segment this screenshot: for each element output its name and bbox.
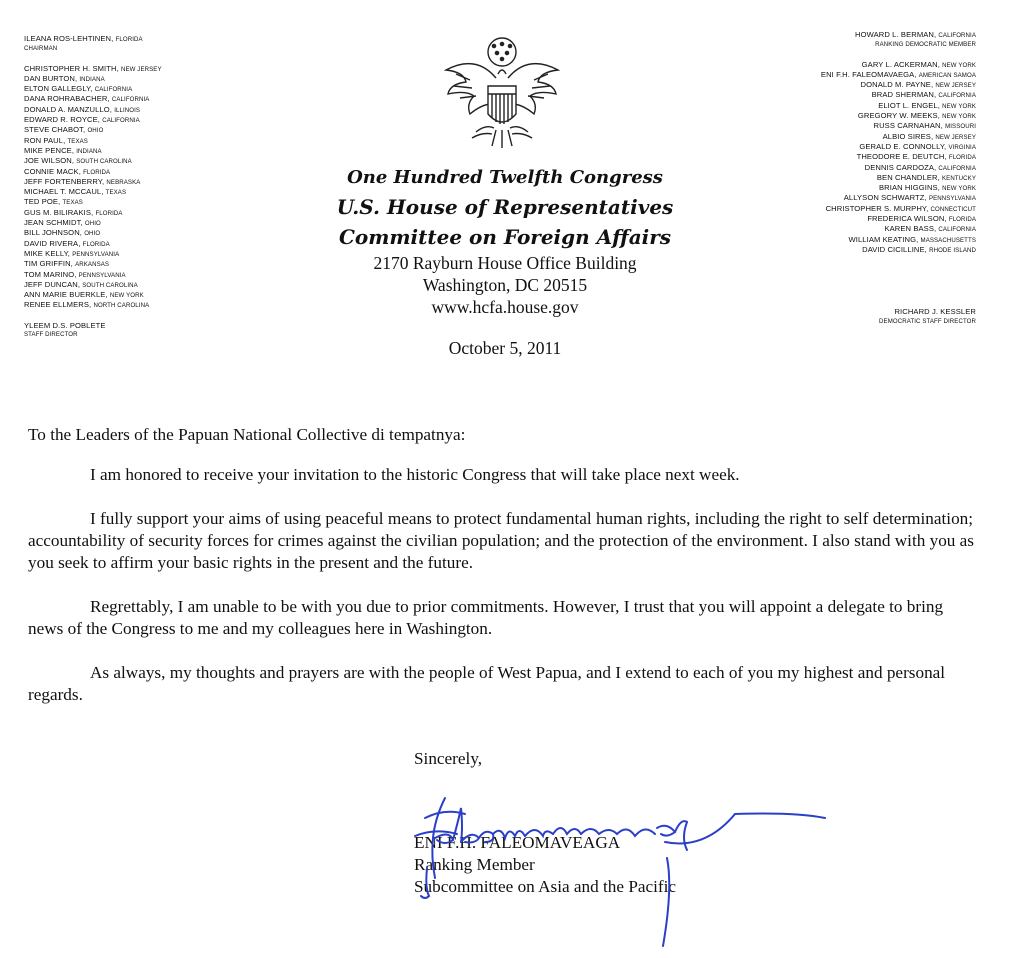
member-name: ENI F.H. FALEOMAVAEGA	[820, 69, 915, 79]
member-state: FLORIDA	[948, 216, 976, 224]
letterhead	[300, 164, 710, 318]
minority-member-list	[716, 30, 976, 326]
member-name: EDWARD R. ROYCE	[24, 115, 98, 125]
minority-member: HOWARD L. BERMAN, CALIFORNIA	[855, 30, 976, 39]
member-name: DENNIS CARDOZA	[864, 162, 934, 172]
member-state: FLORIDA	[83, 168, 111, 176]
majority-member: CONNIE MACK, FLORIDA	[24, 166, 111, 176]
member-state: OHIO	[87, 127, 104, 135]
member-name: JEAN SCHMIDT	[24, 218, 81, 228]
member-name: THEODORE E. DEUTCH	[856, 152, 945, 162]
signer-name: ENI F.H. FALEOMAVEAGA	[414, 833, 621, 852]
majority-member: ILEANA ROS-LEHTINEN, FLORIDA	[24, 34, 143, 43]
minority-member: RUSS CARNAHAN, MISSOURI	[873, 121, 976, 131]
majority-member: EDWARD R. ROYCE, CALIFORNIA	[24, 115, 140, 125]
minority-member: ELIOT L. ENGEL, NEW YORK	[878, 100, 976, 110]
majority-members	[24, 34, 224, 311]
member-state: FLORIDA	[948, 154, 976, 162]
member-name: JEFF DUNCAN	[24, 279, 78, 289]
great-seal-icon	[436, 34, 568, 152]
member-name: RENEE ELLMERS	[24, 300, 90, 310]
minority-member: CHRISTOPHER S. MURPHY, CONNECTICUT	[825, 203, 976, 213]
member-state: NEW JERSEY	[935, 133, 976, 141]
member-state: FLORIDA	[115, 36, 143, 43]
member-name: JOE WILSON	[24, 156, 72, 166]
minority-member: BRIAN HIGGINS, NEW YORK	[879, 183, 976, 193]
minority-member: FREDERICA WILSON, FLORIDA	[867, 214, 976, 224]
minority-member: GARY L. ACKERMAN, NEW YORK	[861, 59, 976, 69]
member-name: GARY L. ACKERMAN	[861, 59, 938, 69]
member-state: TEXAS	[67, 137, 88, 145]
member-state: NEW YORK	[942, 102, 976, 110]
member-name: HOWARD L. BERMAN	[855, 30, 934, 39]
member-state: SOUTH CAROLINA	[76, 158, 132, 166]
minority-member: WILLIAM KEATING, MASSACHUSETTS	[848, 234, 976, 244]
member-state: PENNSYLVANIA	[928, 195, 976, 203]
minority-member: DAVID CICILLINE, RHODE ISLAND	[862, 244, 976, 254]
majority-member: STEVE CHABOT, OHIO	[24, 125, 104, 135]
member-name: ELIOT L. ENGEL	[878, 100, 938, 110]
paragraph-3: Regrettably, I am unable to be with you due to prior commitments. However, I trust that you will appoint a delegate to bring news of the Congress to me and my colleagues here in Washington.	[28, 597, 944, 638]
member-name: STEVE CHABOT	[24, 125, 84, 135]
majority-member: CHRISTOPHER H. SMITH, NEW JERSEY	[24, 63, 162, 73]
member-state: PENNSYLVANIA	[72, 250, 120, 258]
member-state: MISSOURI	[945, 123, 976, 131]
letter-date: October 5, 2011	[448, 338, 562, 358]
minority-member: ALBIO SIRES, NEW JERSEY	[882, 131, 976, 141]
member-name: RUSS CARNAHAN	[873, 121, 941, 131]
majority-member: RENEE ELLMERS, NORTH CAROLINA	[24, 300, 150, 310]
member-name: MICHAEL T. MCCAUL	[24, 187, 102, 197]
member-state: INDIANA	[76, 147, 102, 155]
member-name: WILLIAM KEATING	[848, 234, 917, 244]
signer-subcommittee: Subcommittee on Asia and the Pacific	[414, 877, 677, 896]
majority-member: DAN BURTON, INDIANA	[24, 73, 105, 83]
member-state: NEW YORK	[942, 61, 976, 69]
majority-member: DAVID RIVERA, FLORIDA	[24, 238, 110, 248]
member-state: CALIFORNIA	[102, 117, 140, 125]
majority-member: BILL JOHNSON, OHIO	[24, 228, 101, 238]
member-name: CHRISTOPHER S. MURPHY	[825, 203, 927, 213]
majority-member: MIKE PENCE, INDIANA	[24, 145, 102, 155]
member-state: CALIFORNIA	[111, 96, 150, 104]
member-name: DAVID CICILLINE	[862, 244, 925, 254]
salutation: To the Leaders of the Papuan National Collective di tempatnya:	[28, 425, 466, 444]
member-name: ELTON GALLEGLY	[24, 84, 91, 94]
minority-member: GERALD E. CONNOLLY, VIRGINIA	[859, 141, 976, 151]
majority-member: GUS M. BILIRAKIS, FLORIDA	[24, 207, 123, 217]
member-name: DONALD M. PAYNE	[860, 80, 931, 90]
member-state: NEW JERSEY	[121, 65, 162, 73]
majority-role: CHAIRMAN	[24, 45, 58, 53]
majority-member: JOE WILSON, SOUTH CAROLINA	[24, 156, 132, 166]
member-state: ILLINOIS	[114, 106, 141, 114]
member-name: BRAD SHERMAN	[871, 90, 934, 100]
member-state: INDIANA	[79, 75, 105, 83]
member-name: DONALD A. MANZULLO	[24, 104, 110, 114]
minority-role: RANKING DEMOCRATIC MEMBER	[875, 41, 976, 49]
member-name: ALBIO SIRES	[882, 131, 931, 141]
signer-title: Ranking Member	[414, 855, 535, 874]
member-name: RON PAUL	[24, 135, 64, 145]
member-state: CALIFORNIA	[938, 226, 976, 234]
address-line-2: Washington, DC 20515	[422, 275, 588, 295]
member-state: KENTUCKY	[942, 174, 976, 182]
member-state: FLORIDA	[95, 209, 123, 217]
minority-member: DENNIS CARDOZA, CALIFORNIA	[864, 162, 976, 172]
member-name: ALLYSON SCHWARTZ	[843, 193, 925, 203]
member-name: GERALD E. CONNOLLY	[859, 141, 945, 151]
minority-member: THEODORE E. DEUTCH, FLORIDA	[856, 152, 976, 162]
majority-member: RON PAUL, TEXAS	[24, 135, 88, 145]
majority-member-list	[24, 34, 224, 339]
member-state: CALIFORNIA	[94, 86, 133, 94]
majority-member: TOM MARINO, PENNSYLVANIA	[24, 269, 126, 279]
majority-staff-name: YLEEM D.S. POBLETE	[24, 320, 106, 330]
paragraph-2: I fully support your aims of using peaceful means to protect fundamental human rights, including the right to self determination; accountability of security forces for crimes against the civilian population; and the protection of the environment. I also stand with you as you seek to affirm your basic rights in the present and the future.	[28, 509, 975, 572]
member-state: NEW YORK	[942, 185, 976, 193]
member-name: DAVID RIVERA	[24, 238, 79, 248]
member-state: CALIFORNIA	[938, 32, 976, 39]
minority-members	[716, 30, 976, 255]
member-name: MIKE PENCE	[24, 145, 72, 155]
member-name: JEFF FORTENBERRY	[24, 176, 102, 186]
handwritten-signature	[405, 778, 845, 948]
majority-member: JEFF FORTENBERRY, NEBRASKA	[24, 176, 141, 186]
address-line-1: 2170 Rayburn House Office Building	[373, 253, 637, 273]
member-state: MASSACHUSETTS	[920, 236, 976, 244]
member-state: CALIFORNIA	[938, 92, 976, 100]
majority-member: TIM GRIFFIN, ARKANSAS	[24, 259, 110, 269]
letter-body	[28, 424, 978, 728]
member-name: BRIAN HIGGINS	[879, 183, 938, 193]
minority-member: ALLYSON SCHWARTZ, PENNSYLVANIA	[843, 193, 976, 203]
closing-word: Sincerely,	[414, 749, 483, 768]
member-name: TOM MARINO	[24, 269, 75, 279]
committee-title: Committee on Foreign Affairs	[338, 225, 672, 249]
member-name: ILEANA ROS-LEHTINEN	[24, 34, 112, 43]
member-state: ARKANSAS	[75, 261, 110, 269]
member-state: RHODE ISLAND	[929, 246, 976, 254]
house-title: U.S. House of Representatives	[336, 195, 674, 219]
majority-member: JEFF DUNCAN, SOUTH CAROLINA	[24, 279, 138, 289]
minority-member: ENI F.H. FALEOMAVAEGA, AMERICAN SAMOA	[820, 69, 976, 79]
majority-staff-title: STAFF DIRECTOR	[24, 331, 78, 339]
member-state: OHIO	[84, 230, 101, 238]
member-state: NEW YORK	[942, 113, 976, 121]
member-name: MIKE KELLY	[24, 248, 68, 258]
member-state: NEBRASKA	[106, 178, 141, 186]
majority-member: ANN MARIE BUERKLE, NEW YORK	[24, 290, 144, 300]
member-state: AMERICAN SAMOA	[918, 71, 976, 79]
member-name: GREGORY W. MEEKS	[857, 111, 938, 121]
member-state: NEW JERSEY	[935, 82, 976, 90]
majority-member: MIKE KELLY, PENNSYLVANIA	[24, 248, 120, 258]
member-state: TEXAS	[105, 189, 127, 197]
member-name: TED POE	[24, 197, 59, 207]
paragraph-4: As always, my thoughts and prayers are with the people of West Papua, and I extend to each of you my highest and personal regards.	[28, 663, 946, 704]
member-name: TIM GRIFFIN	[24, 259, 71, 269]
member-name: CONNIE MACK	[24, 166, 79, 176]
paragraph-1: I am honored to receive your invitation to the historic Congress that will take place next week.	[90, 465, 740, 484]
member-state: PENNSYLVANIA	[78, 271, 126, 279]
minority-staff-title: DEMOCRATIC STAFF DIRECTOR	[879, 317, 976, 325]
majority-member: MICHAEL T. MCCAUL, TEXAS	[24, 187, 127, 197]
majority-member: ELTON GALLEGLY, CALIFORNIA	[24, 84, 133, 94]
member-name: ANN MARIE BUERKLE	[24, 290, 106, 300]
member-name: CHRISTOPHER H. SMITH	[24, 63, 117, 73]
member-state: CALIFORNIA	[938, 164, 976, 172]
minority-member: BEN CHANDLER, KENTUCKY	[876, 172, 976, 182]
majority-member: DANA ROHRABACHER, CALIFORNIA	[24, 94, 150, 104]
member-name: FREDERICA WILSON	[867, 214, 945, 224]
congress-title: One Hundred Twelfth Congress	[347, 167, 663, 188]
minority-staff-name: RICHARD J. KESSLER	[894, 307, 976, 317]
member-name: BEN CHANDLER	[876, 172, 938, 182]
website: www.hcfa.house.gov	[431, 297, 579, 317]
member-state: NORTH CAROLINA	[93, 302, 150, 310]
member-state: CONNECTICUT	[930, 205, 976, 213]
member-name: KAREN BASS	[884, 224, 934, 234]
minority-member: KAREN BASS, CALIFORNIA	[884, 224, 976, 234]
majority-member: JEAN SCHMIDT, OHIO	[24, 218, 101, 228]
member-state: VIRGINIA	[948, 143, 976, 151]
member-name: DANA ROHRABACHER	[24, 94, 108, 104]
member-name: DAN BURTON	[24, 73, 75, 83]
minority-member: BRAD SHERMAN, CALIFORNIA	[871, 90, 976, 100]
member-state: SOUTH CAROLINA	[82, 281, 138, 289]
minority-member: DONALD M. PAYNE, NEW JERSEY	[860, 80, 976, 90]
member-name: BILL JOHNSON	[24, 228, 80, 238]
majority-member: TED POE, TEXAS	[24, 197, 83, 207]
member-name: GUS M. BILIRAKIS	[24, 207, 92, 217]
member-state: NEW YORK	[109, 292, 144, 300]
member-state: TEXAS	[62, 199, 83, 207]
minority-member: GREGORY W. MEEKS, NEW YORK	[857, 111, 976, 121]
member-state: FLORIDA	[82, 240, 110, 248]
majority-member: DONALD A. MANZULLO, ILLINOIS	[24, 104, 141, 114]
member-state: OHIO	[84, 220, 101, 228]
